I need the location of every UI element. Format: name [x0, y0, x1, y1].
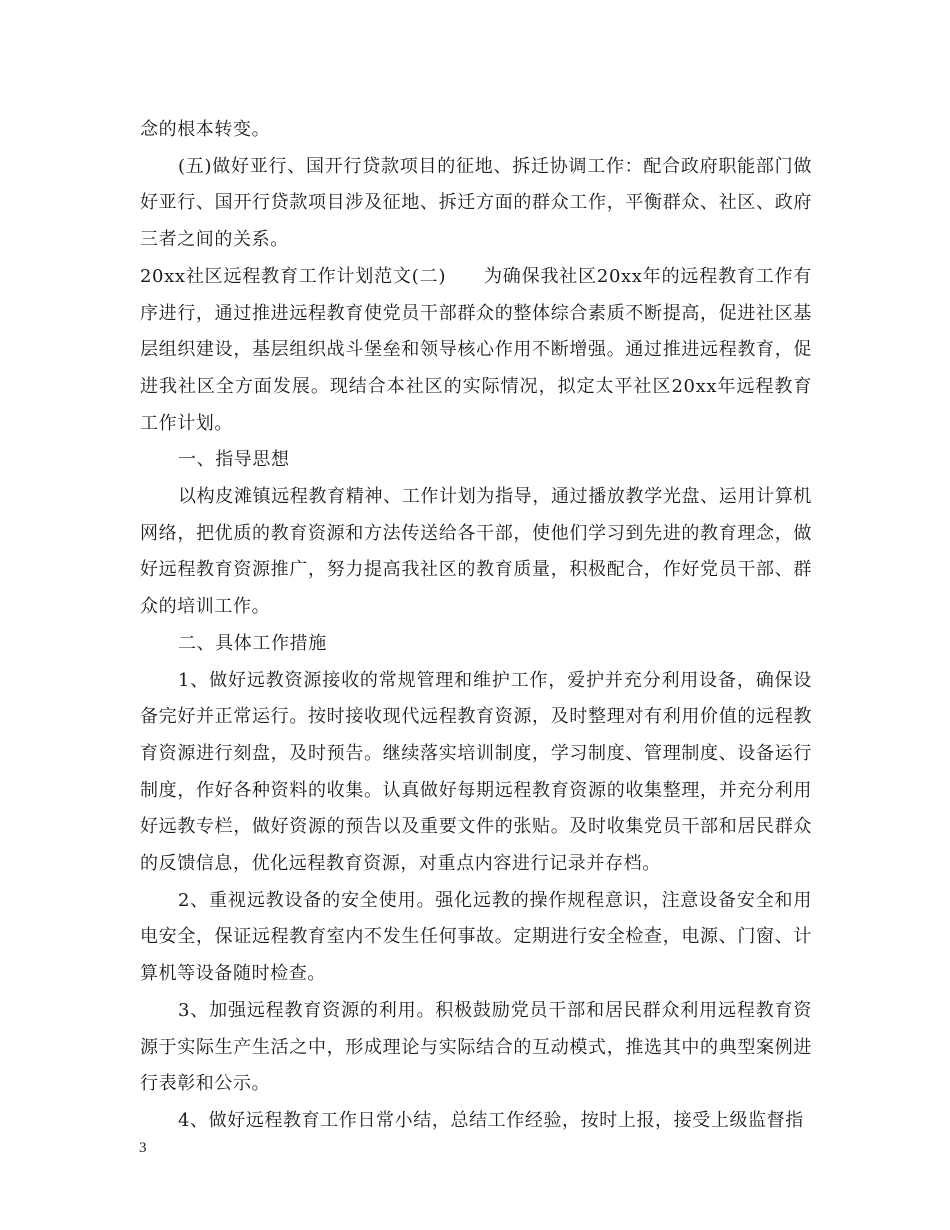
paragraph-guiding-thought: 以构皮滩镇远程教育精神、工作计划为指导，通过播放教学光盘、运用计算机网络，把优质的教育资源和方法传送给各干部，使他们学习到先进的教育理念，做好远程教育资源推广，努力提高我社区的教育质量，积极配合，作好党员干部、群众的培训工作。 [140, 486, 812, 618]
document-body [140, 112, 812, 1140]
heading-work-measures: 二、具体工作措施 [178, 632, 327, 654]
paragraph-continuation: 念的根本转变。 [140, 119, 271, 140]
paragraph-measure-2: 2、重视远教设备的安全使用。强化远教的操作规程意识，注意设备安全和用电安全，保证远程教育室内不发生任何事故。定期进行安全检查，电源、门窗、计算机等设备随时检查。 [140, 889, 812, 985]
paragraph-measure-3: 3、加强远程教育资源的利用。积极鼓励党员干部和居民群众利用远程教育资源于实际生产生活之中，形成理论与实际结合的互动模式，推选其中的典型案例进行表彰和公示。 [140, 999, 812, 1095]
paragraph-plan-intro: 20xx社区远程教育工作计划范文(二) 为确保我社区20xx年的远程教育工作有序进行，通过推进远程教育使党员干部群众的整体综合素质不断提高，促进社区基层组织建设，基层组织战斗堡垒和领导核心作用不断增强。通过推进远程教育，促进我社区全方面发展。现结合本社区的实际情况，拟定太平社区20xx年远程教育工作计划。 [140, 265, 812, 434]
page-number: 3 [139, 1140, 147, 1156]
heading-guiding-thought: 一、指导思想 [178, 449, 290, 471]
paragraph-measure-4: 4、做好远程教育工作日常小结，总结工作经验，按时上报，接受上级监督指 [178, 1109, 804, 1131]
paragraph-measure-1: 1、做好远教资源接收的常规管理和维护工作，爱护并充分利用设备，确保设备完好并正常运行。按时接收现代远程教育资源，及时整理对有利用价值的远程教育资源进行刻盘，及时预告。继续落实培训制度，学习制度、管理制度、设备运行制度，作好各种资料的收集。认真做好每期远程教育资源的收集整理，并充分利用好远教专栏，做好资源的预告以及重要文件的张贴。及时收集党员干部和居民群众的反馈信息，优化远程教育资源，对重点内容进行记录并存档。 [140, 669, 812, 875]
paragraph-item-five: (五)做好亚行、国开行贷款项目的征地、拆迁协调工作：配合政府职能部门做好亚行、国开行贷款项目涉及征地、拆迁方面的群众工作，平衡群众、社区、政府三者之间的关系。 [140, 155, 812, 251]
